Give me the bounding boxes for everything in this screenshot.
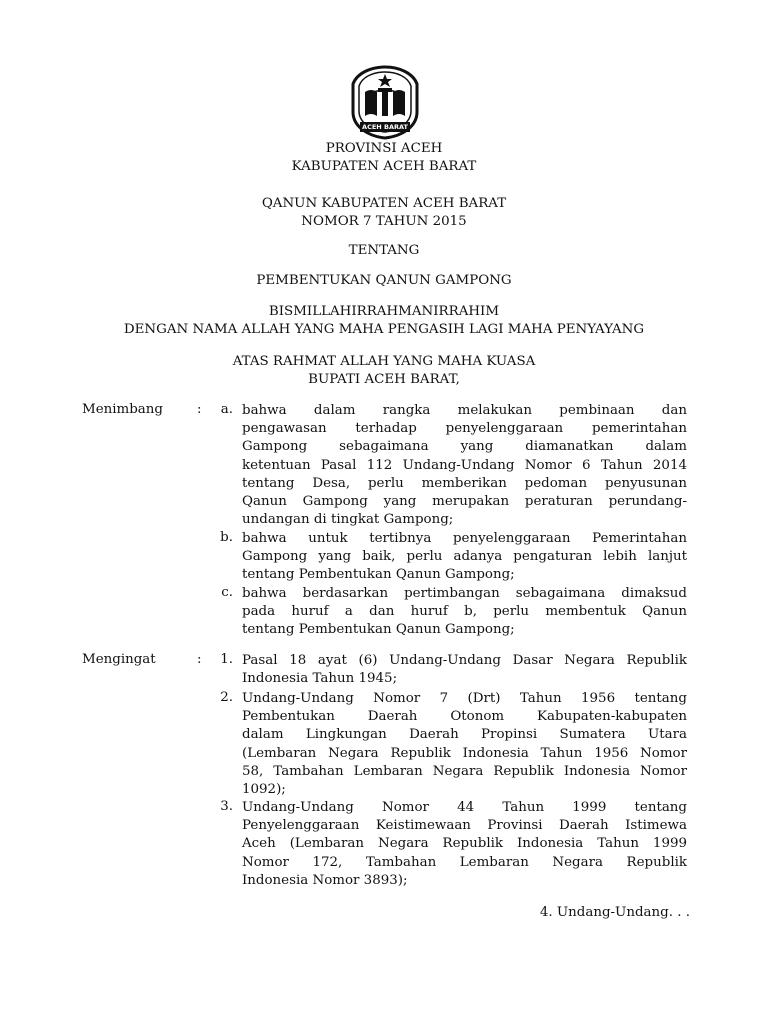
text-line: tentang Pembentukan Qanun Gampong;	[242, 567, 515, 583]
text-line: ketentuan Pasal 112 Undang-Undang Nomor 6 Tahun 2014	[242, 457, 687, 473]
text-line: Nomor 172, Tambahan Lembaran Negara Republik	[242, 854, 687, 870]
basmalah: BISMILLAHIRRAHMANIRRAHIM	[268, 304, 500, 319]
text-line: pada huruf a dan huruf b, perlu membentuk Qanun	[242, 604, 687, 620]
grace-statement: ATAS RAHMAT ALLAH YANG MAHA KUASA	[232, 354, 536, 369]
text-line: (Lembaran Negara Republik Indonesia Tahun 1956 Nomor	[242, 745, 687, 761]
mengingat-item-3	[242, 799, 687, 890]
mengingat-marker-3: 3.	[220, 799, 233, 814]
text-line: Penyelenggaraan Keistimewaan Provinsi Daerah Istimewa	[242, 818, 687, 834]
text-line: bahwa untuk tertibnya penyelenggaraan Pemerintahan	[242, 531, 687, 546]
mengingat-marker-2: 2.	[220, 690, 233, 705]
text-line: dalam Lingkungan Daerah Propinsi Sumatera Utara	[242, 727, 687, 743]
text-line: tentang Desa, perlu memberikan pedoman penyusunan	[242, 475, 687, 491]
mengingat-marker-1: 1.	[220, 652, 233, 667]
logo-caption: ACEH BARAT	[362, 123, 408, 131]
text-line: tentang Pembentukan Qanun Gampong;	[242, 622, 515, 638]
mengingat-label: Mengingat	[82, 652, 156, 667]
text-line: Indonesia Tahun 1945;	[242, 671, 398, 687]
text-line: pengawasan terhadap penyelenggaraan pemerintahan	[242, 421, 687, 437]
menimbang-label: Menimbang	[82, 402, 163, 417]
text-line: Indonesia Nomor 3893);	[242, 872, 408, 888]
menimbang-colon: :	[197, 402, 202, 417]
province-name: PROVINSI ACEH	[325, 141, 443, 156]
text-line: 58, Tambahan Lembaran Negara Republik Indonesia Nomor	[242, 763, 687, 779]
menimbang-item-b	[242, 530, 687, 585]
regency-name: KABUPATEN ACEH BARAT	[291, 159, 477, 174]
text-line: Pasal 18 ayat (6) Undang-Undang Dasar Negara Republik	[242, 653, 687, 668]
qanun-subject: PEMBENTUKAN QANUN GAMPONG	[256, 273, 512, 288]
menimbang-marker-c: c.	[221, 585, 233, 600]
tentang-heading: TENTANG	[348, 243, 420, 258]
menimbang-marker-a: a.	[220, 402, 233, 417]
mengingat-item-2	[242, 690, 687, 799]
text-line: bahwa berdasarkan pertimbangan sebagaimana dimaksud	[242, 586, 687, 601]
menimbang-item-a	[242, 402, 687, 529]
text-line: bahwa dalam rangka melakukan pembinaan dan	[242, 403, 687, 418]
text-line: Undang-Undang Nomor 7 (Drt) Tahun 1956 tentang	[242, 691, 687, 706]
text-line: Gampong sebagaimana yang diamanatkan dalam	[242, 439, 687, 455]
mengingat-colon: :	[197, 652, 202, 667]
menimbang-marker-b: b.	[220, 530, 233, 545]
qanun-number: NOMOR 7 TAHUN 2015	[301, 214, 467, 229]
text-line: Gampong yang baik, perlu adanya pengaturan lebih lanjut	[242, 549, 687, 565]
text-line: undangan di tingkat Gampong;	[242, 512, 454, 528]
page-continuation: 4. Undang-Undang. . .	[539, 905, 690, 920]
menimbang-item-c	[242, 585, 687, 640]
text-line: Undang-Undang Nomor 44 Tahun 1999 tentang	[242, 800, 687, 815]
text-line: Pembentukan Daerah Otonom Kabupaten-kabupaten	[242, 709, 687, 725]
qanun-title: QANUN KABUPATEN ACEH BARAT	[261, 196, 507, 211]
basmalah-translation: DENGAN NAMA ALLAH YANG MAHA PENGASIH LAGI MAHA PENYAYANG	[123, 322, 645, 337]
regent-title: BUPATI ACEH BARAT,	[308, 372, 460, 387]
text-line: 1092);	[242, 781, 286, 797]
mengingat-item-1	[242, 652, 687, 688]
text-line: Qanun Gampong yang merupakan peraturan perundang-	[242, 493, 687, 509]
text-line: Aceh (Lembaran Negara Republik Indonesia Tahun 1999	[242, 836, 687, 852]
